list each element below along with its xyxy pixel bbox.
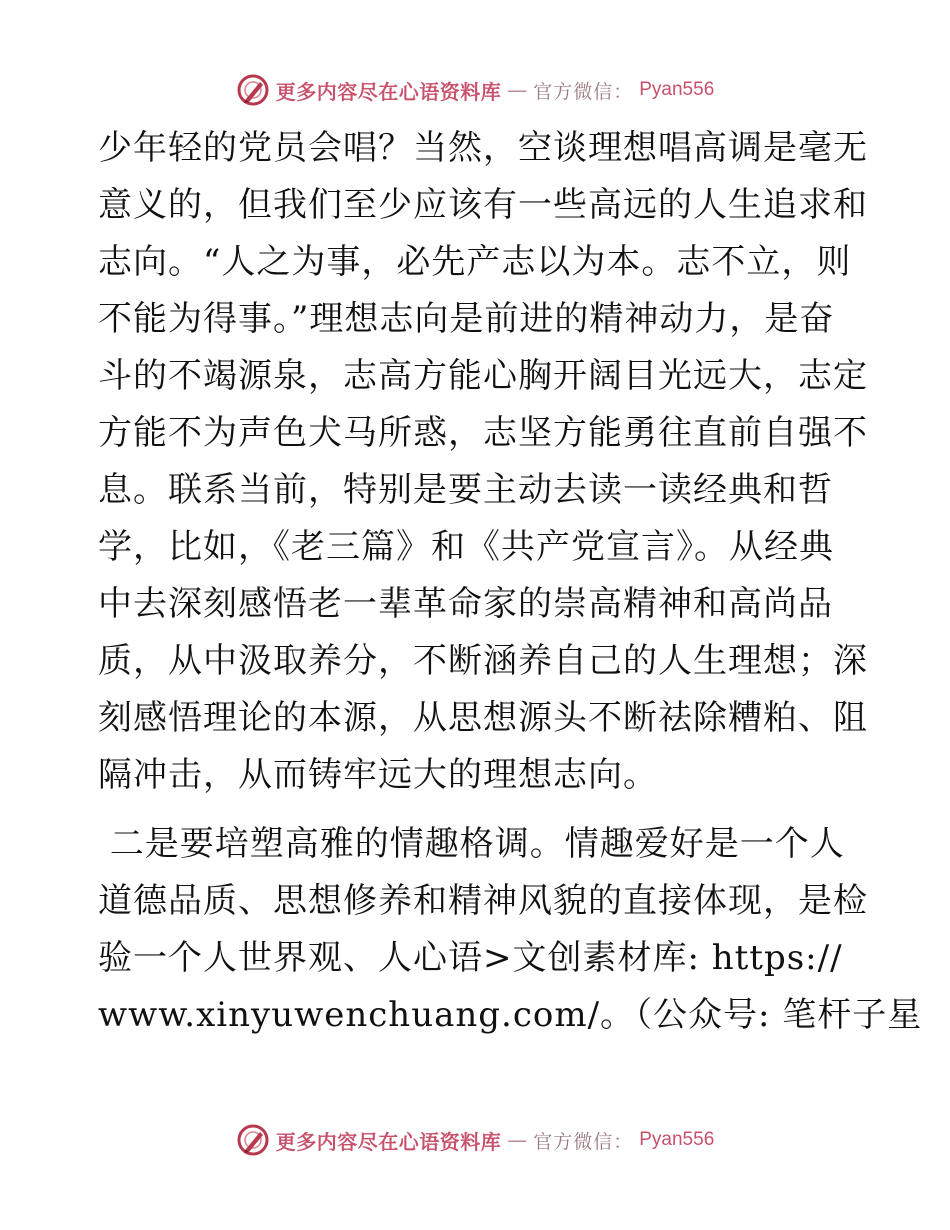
text-line: 意义的，但我们至少应该有一些高远的人生追求和 — [98, 185, 868, 225]
text-line: 验一个人世界观、人心语>文创素材库: https:// — [98, 938, 843, 978]
paragraph-1 — [98, 120, 868, 804]
footer-banner — [0, 1118, 950, 1162]
footer-wechat-label: 官方微信： — [533, 1130, 634, 1153]
document-body — [98, 120, 923, 1044]
text-line: 息。联系当前，特别是要主动去读一读经典和哲 — [98, 470, 833, 510]
text-line: 质，从中汲取养分，不断涵养自己的人生理想；深 — [98, 641, 868, 681]
text-line: 学，比如，《老三篇》和《共产党宣言》。从经典 — [98, 527, 834, 567]
header-dash: — — [507, 78, 528, 102]
header-banner-inner — [236, 73, 715, 107]
pen-logo-icon — [236, 1123, 270, 1157]
header-banner — [0, 68, 950, 112]
text-line: 方能不为声色犬马所惑，志坚方能勇往直前自强不 — [98, 413, 868, 453]
text-line: 中去深刻感悟老一辈革命家的崇高精神和高尚品 — [98, 584, 833, 624]
header-wechat-id: Pyan556 — [639, 79, 715, 100]
text-line: 不能为得事。”理想志向是前进的精神动力，是奋 — [98, 299, 835, 339]
text-line: 隔冲击，从而铸牢远大的理想志向。 — [98, 755, 658, 795]
paragraph-gap — [98, 804, 850, 816]
footer-wechat-id: Pyan556 — [639, 1129, 715, 1150]
footer-banner-inner — [236, 1123, 715, 1157]
text-line: 少年轻的党员会唱？当然，空谈理想唱高调是毫无 — [98, 128, 868, 168]
paragraph-2 — [98, 816, 923, 1044]
text-line: 志向。“人之为事，必先产志以为本。志不立，则 — [98, 242, 852, 282]
text-line: 道德品质、思想修养和精神风貌的直接体现，是检 — [98, 881, 868, 921]
footer-site-name: 更多内容尽在心语资料库 — [275, 1129, 502, 1154]
header-site-name: 更多内容尽在心语资料库 — [275, 79, 502, 104]
text-line: www.xinyuwenchuang.com/。（公众号: 笔杆子星 — [98, 995, 923, 1035]
pen-logo-icon — [236, 73, 270, 107]
text-line: 二是要培塑高雅的情趣格调。情趣爱好是一个人 — [98, 824, 845, 864]
header-wechat-label: 官方微信： — [533, 80, 634, 103]
text-line: 刻感悟理论的本源，从思想源头不断祛除糟粕、阻 — [98, 698, 868, 738]
text-line: 斗的不竭源泉，志高方能心胸开阔目光远大，志定 — [98, 356, 868, 396]
footer-dash: — — [507, 1128, 528, 1152]
